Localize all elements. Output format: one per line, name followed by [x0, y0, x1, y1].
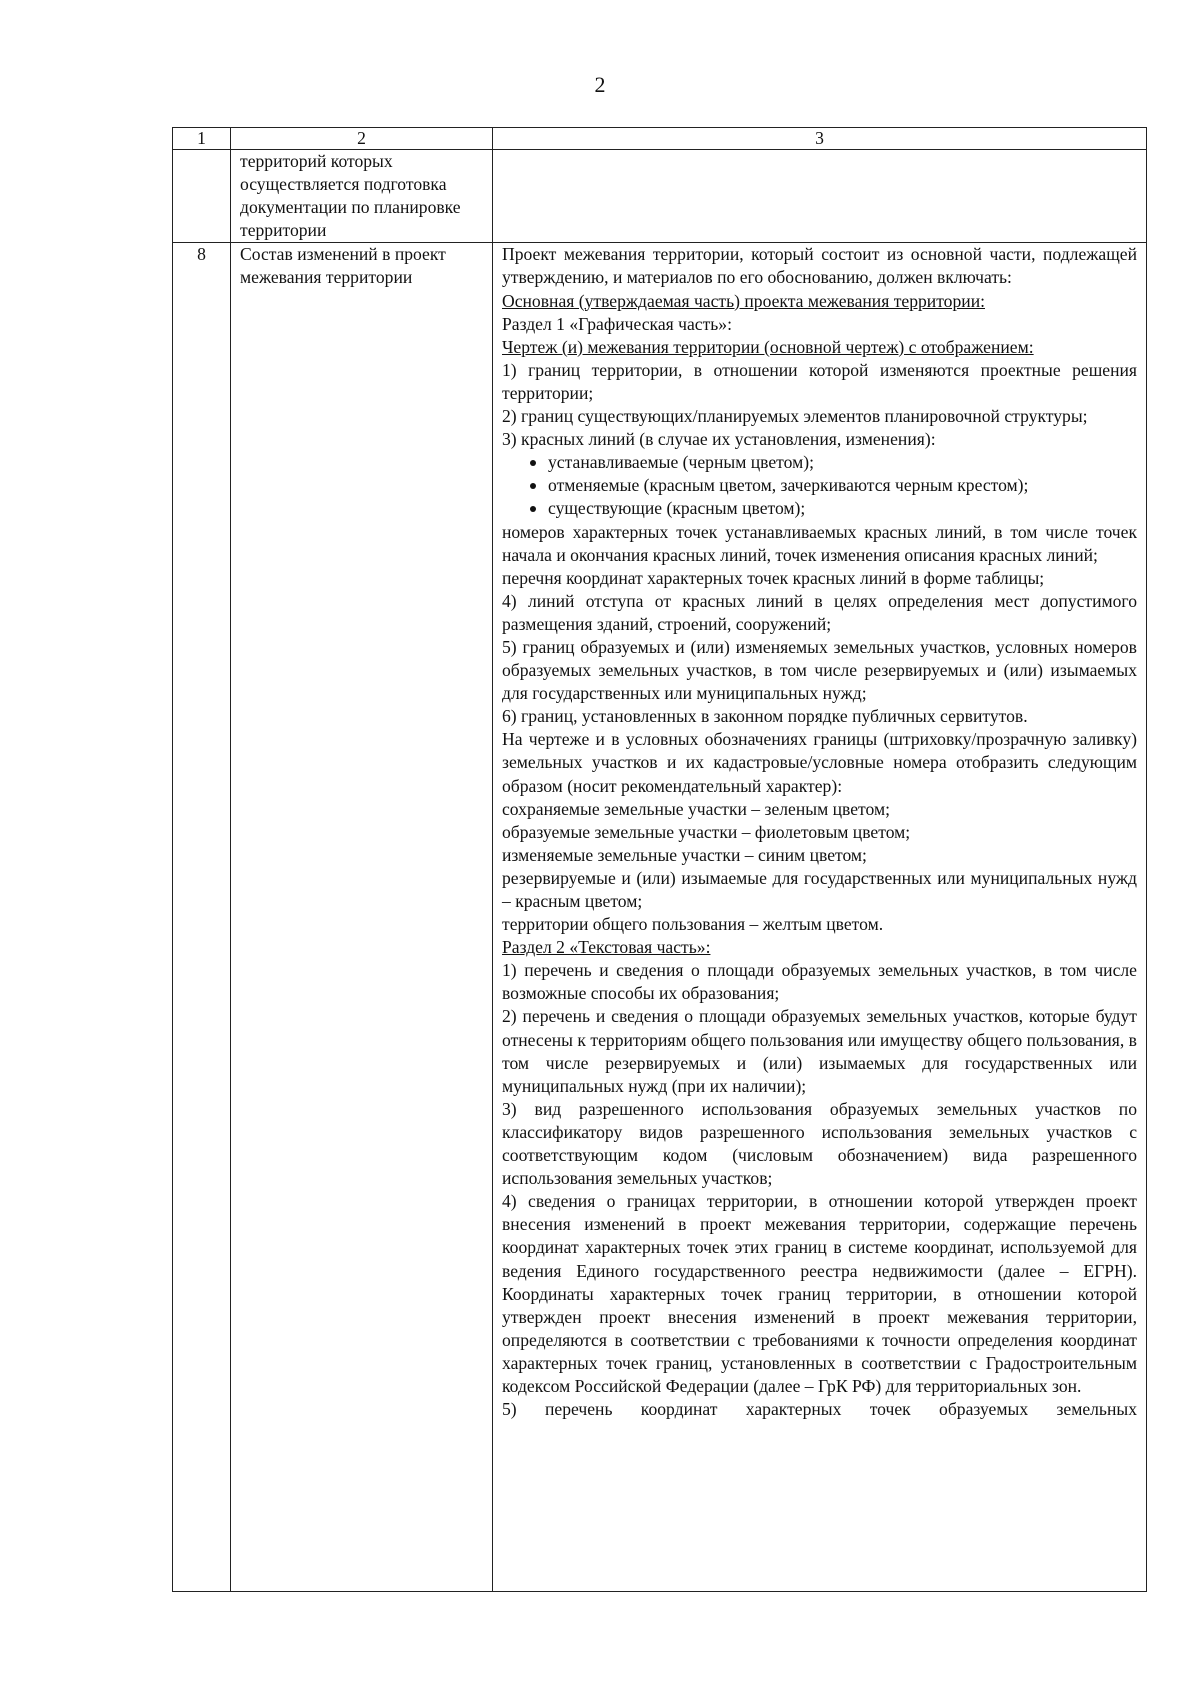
- row-content-cell: [493, 150, 1147, 243]
- row-number-cell: [173, 150, 231, 243]
- list-item: 4) сведения о границах территории, в отношении которой утвержден проект внесения изменений в проект межевания территории, содержащие перечень координат характерных точек этих границ в системе координат, используемой для ведения Единого государственного реестра недвижимости (далее – ЕГРН). Координаты характерных точек границ территории, в отношении которой утвержден проект внесения изменений в проект межевания территории, определяются в соответствии с требованиями к точности определения координат характерных точек границ, установленных в соответствии с Градостроительным кодексом Российской Федерации (далее – ГрК РФ) для территориальных зон.: [502, 1191, 1137, 1396]
- list-item: 1) перечень и сведения о площади образуемых земельных участков, в том числе возможные способы их образования;: [502, 960, 1137, 1004]
- header-cell-1: 1: [173, 128, 231, 150]
- paragraph: сохраняемые земельные участки – зеленым цветом;: [502, 798, 890, 819]
- paragraph: территории общего пользования – желтым цветом.: [502, 914, 884, 935]
- list-item: 5) перечень координат характерных точек образуемых земельных: [502, 1399, 1137, 1420]
- list-item: 2) границ существующих/планируемых элементов планировочной структуры;: [502, 406, 1088, 427]
- section-heading: Раздел 2 «Текстовая часть»:: [502, 937, 711, 958]
- list-item: 6) границ, установленных в законном порядке публичных сервитутов.: [502, 706, 1028, 727]
- header-cell-2: 2: [231, 128, 493, 150]
- paragraph: На чертеже и в условных обозначениях границы (штриховку/прозрачную заливку) земельных участков и их кадастровые/условные номера отобразить следующим образом (носит рекомендательный характер):: [502, 729, 1137, 796]
- section-heading: Основная (утверждаемая часть) проекта межевания территории:: [502, 290, 985, 311]
- list-item: 1) границ территории, в отношении которой изменяются проектные решения территории;: [502, 359, 1137, 403]
- paragraph: перечня координат характерных точек красных линий в форме таблицы;: [502, 567, 1045, 588]
- list-item: 5) границ образуемых и (или) изменяемых земельных участков, условных номеров образуемых земельных участков, в том числе резервируемых и (или) изымаемых для государственных или муниципальных нужд;: [502, 636, 1137, 704]
- header-cell-3: 3: [493, 128, 1147, 150]
- section-heading: Чертеж (и) межевания территории (основной чертеж) с отображением:: [502, 336, 1034, 357]
- requirements-table: [172, 127, 1147, 1592]
- paragraph: Проект межевания территории, который состоит из основной части, подлежащей утверждению, и материалов по его обоснованию, должен включать:: [502, 244, 1137, 288]
- list-item: 3) вид разрешенного использования образуемых земельных участков по классификатору видов разрешенного использования земельных участков с соответствующим кодом (числовым обозначением) вида разрешенного использования земельных участков;: [502, 1098, 1137, 1189]
- paragraph: изменяемые земельные участки – синим цветом;: [502, 844, 867, 865]
- row-content-cell: [493, 243, 1147, 1592]
- list-item: 3) красных линий (в случае их установления, изменения):: [502, 429, 936, 450]
- page-number: 2: [594, 72, 606, 97]
- row-name-cell: Состав изменений в проект межевания территории: [231, 243, 493, 1592]
- bullet-list: [502, 451, 1137, 520]
- bullet-item: отменяемые (красным цветом, зачеркиваются черным крестом);: [548, 474, 1137, 497]
- row-name-cell: территорий которых осуществляется подготовка документации по планировке территории: [231, 150, 493, 243]
- table-header-row: [173, 128, 1147, 150]
- table-row-8: [173, 243, 1147, 1592]
- bullet-item: существующие (красным цветом);: [548, 497, 1137, 520]
- paragraph: образуемые земельные участки – фиолетовым цветом;: [502, 821, 911, 842]
- section-title: Раздел 1 «Графическая часть»:: [502, 313, 732, 334]
- paragraph: резервируемые и (или) изымаемые для государственных или муниципальных нужд – красным цветом;: [502, 867, 1137, 911]
- row-number-cell: 8: [173, 243, 231, 1592]
- bullet-item: устанавливаемые (черным цветом);: [548, 451, 1137, 474]
- list-item: 4) линий отступа от красных линий в целях определения мест допустимого размещения зданий, строений, сооружений;: [502, 590, 1137, 634]
- paragraph: номеров характерных точек устанавливаемых красных линий, в том числе точек начала и окончания красных линий, точек изменения описания красных линий;: [502, 521, 1137, 565]
- list-item: 2) перечень и сведения о площади образуемых земельных участков, которые будут отнесены к территориям общего пользования или имуществу общего пользования, в том числе резервируемых и (или) изымаемых для государственных или муниципальных нужд (при их наличии);: [502, 1006, 1137, 1096]
- table-row-continued: [173, 150, 1147, 243]
